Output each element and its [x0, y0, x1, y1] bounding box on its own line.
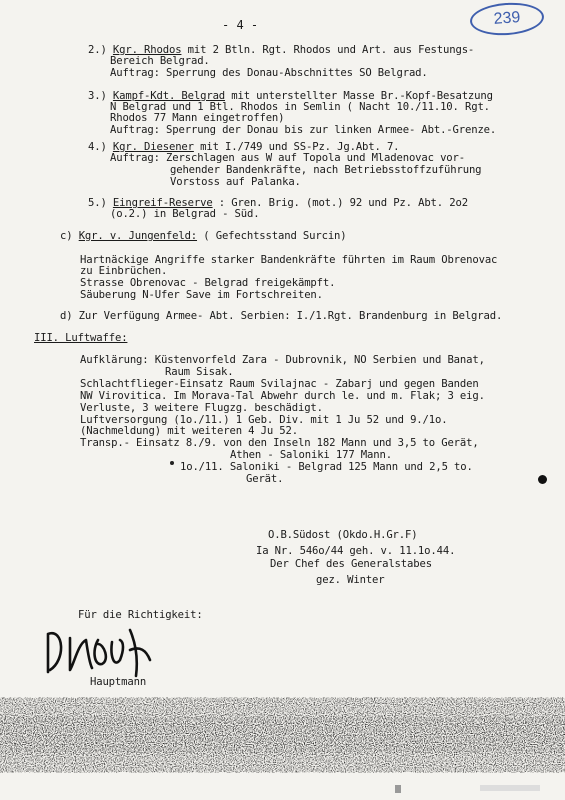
luftwaffe-line-11: Gerät. [246, 473, 284, 485]
bullet-mark [170, 461, 174, 465]
item-3-line-1: 3.) Kampf-Kdt. Belgrad mit unterstellter Masse Br.-Kopf-Besatzung [88, 90, 493, 102]
luftwaffe-line-10: 1o./11. Saloniki - Belgrad 125 Mann und 2,5 to. [180, 461, 473, 473]
luftwaffe-line-5: Verluste, 3 weitere Flugzg. beschädigt. [80, 402, 323, 414]
luftwaffe-line-6: Luftversorgung (1o./11.) 1 Geb. Div. mit 1 Ju 52 und 9./1o. [80, 414, 448, 426]
luftwaffe-line-2: Raum Sisak. [165, 366, 234, 378]
luftwaffe-line-7: (Nachmeldung) mit weiteren 4 Ju 52. [80, 425, 298, 437]
luftwaffe-line-3: Schlachtflieger-Einsatz Raum Svilajnac - Zabarj und gegen Banden [80, 378, 479, 390]
signature-name: gez. Winter [316, 574, 385, 586]
item-5-line-2: (o.2.) in Belgrad - Süd. [110, 208, 260, 220]
item-4-line-2: Auftrag: Zerschlagen aus W auf Topola und Mladenovac vor- [110, 152, 465, 164]
item-2-line-2: Bereich Belgrad. [110, 55, 210, 67]
item-4-line-4: Vorstoss auf Palanka. [170, 176, 301, 188]
section-c-line-3: Strasse Obrenovac - Belgrad freigekämpft. [80, 277, 336, 289]
section-d-line: d) Zur Verfügung Armee- Abt. Serbien: I./1.Rgt. Brandenburg in Belgrad. [60, 310, 503, 322]
copy-artifact-band [0, 690, 565, 800]
item-3-line-2: N Belgrad und 1 Btl. Rhodos in Semlin ( Nacht 10./11.10. Rgt. [110, 101, 490, 113]
item-5-line-1: 5.) Eingreif-Reserve : Gren. Brig. (mot.) 92 und Pz. Abt. 2o2 [88, 197, 468, 209]
luftwaffe-line-1: Aufklärung: Küstenvorfeld Zara - Dubrovnik, NO Serbien und Banat, [80, 354, 485, 366]
luftwaffe-line-4: NW Virovitica. Im Morava-Tal Abwehr durch le. und m. Flak; 3 eig. [80, 390, 485, 402]
page-number: - 4 - [222, 18, 259, 32]
luftwaffe-line-9: Athen - Saloniki 177 Mann. [230, 449, 392, 461]
archive-stamp [469, 0, 545, 37]
ink-blot [538, 475, 547, 484]
section-c-line-1: Hartnäckige Angriffe starker Bandenkräfte führten im Raum Obrenovac [80, 254, 498, 266]
item-4-line-1: 4.) Kgr. Diesener mit I./749 und SS-Pz. Jg.Abt. 7. [88, 141, 400, 153]
item-2-line-1: 2.) Kgr. Rhodos mit 2 Btln. Rgt. Rhodos und Art. aus Festungs- [88, 44, 475, 56]
certification-rank: Hauptmann [90, 676, 147, 688]
section-c-line-2: zu Einbrüchen. [80, 265, 168, 277]
item-2-line-3: Auftrag: Sperrung des Donau-Abschnittes SO Belgrad. [110, 67, 428, 79]
stamp-number: 239 [493, 9, 521, 28]
item-4-line-3: gehender Bandenkräfte, nach Betriebsstoffzuführung [170, 164, 482, 176]
section-c-heading: c) Kgr. v. Jungenfeld: ( Gefechtsstand Surcin) [60, 230, 347, 242]
section-iii-heading: III. Luftwaffe: [34, 332, 128, 344]
certification-label: Für die Richtigkeit: [78, 609, 203, 621]
signature-org: O.B.Südost (Okdo.H.Gr.F) [268, 529, 418, 541]
handwritten-signature [40, 620, 170, 680]
signature-title: Der Chef des Generalstabes [270, 558, 432, 570]
luftwaffe-line-8: Transp.- Einsatz 8./9. von den Inseln 182 Mann und 3,5 to Gerät, [80, 437, 479, 449]
signature-ref: Ia Nr. 546o/44 geh. v. 11.1o.44. [256, 545, 456, 557]
item-3-line-3: Rhodos 77 Mann eingetroffen) [110, 112, 285, 124]
section-c-line-4: Säuberung N-Ufer Save im Fortschreiten. [80, 289, 323, 301]
item-3-line-4: Auftrag: Sperrung der Donau bis zur linken Armee- Abt.-Grenze. [110, 124, 497, 136]
